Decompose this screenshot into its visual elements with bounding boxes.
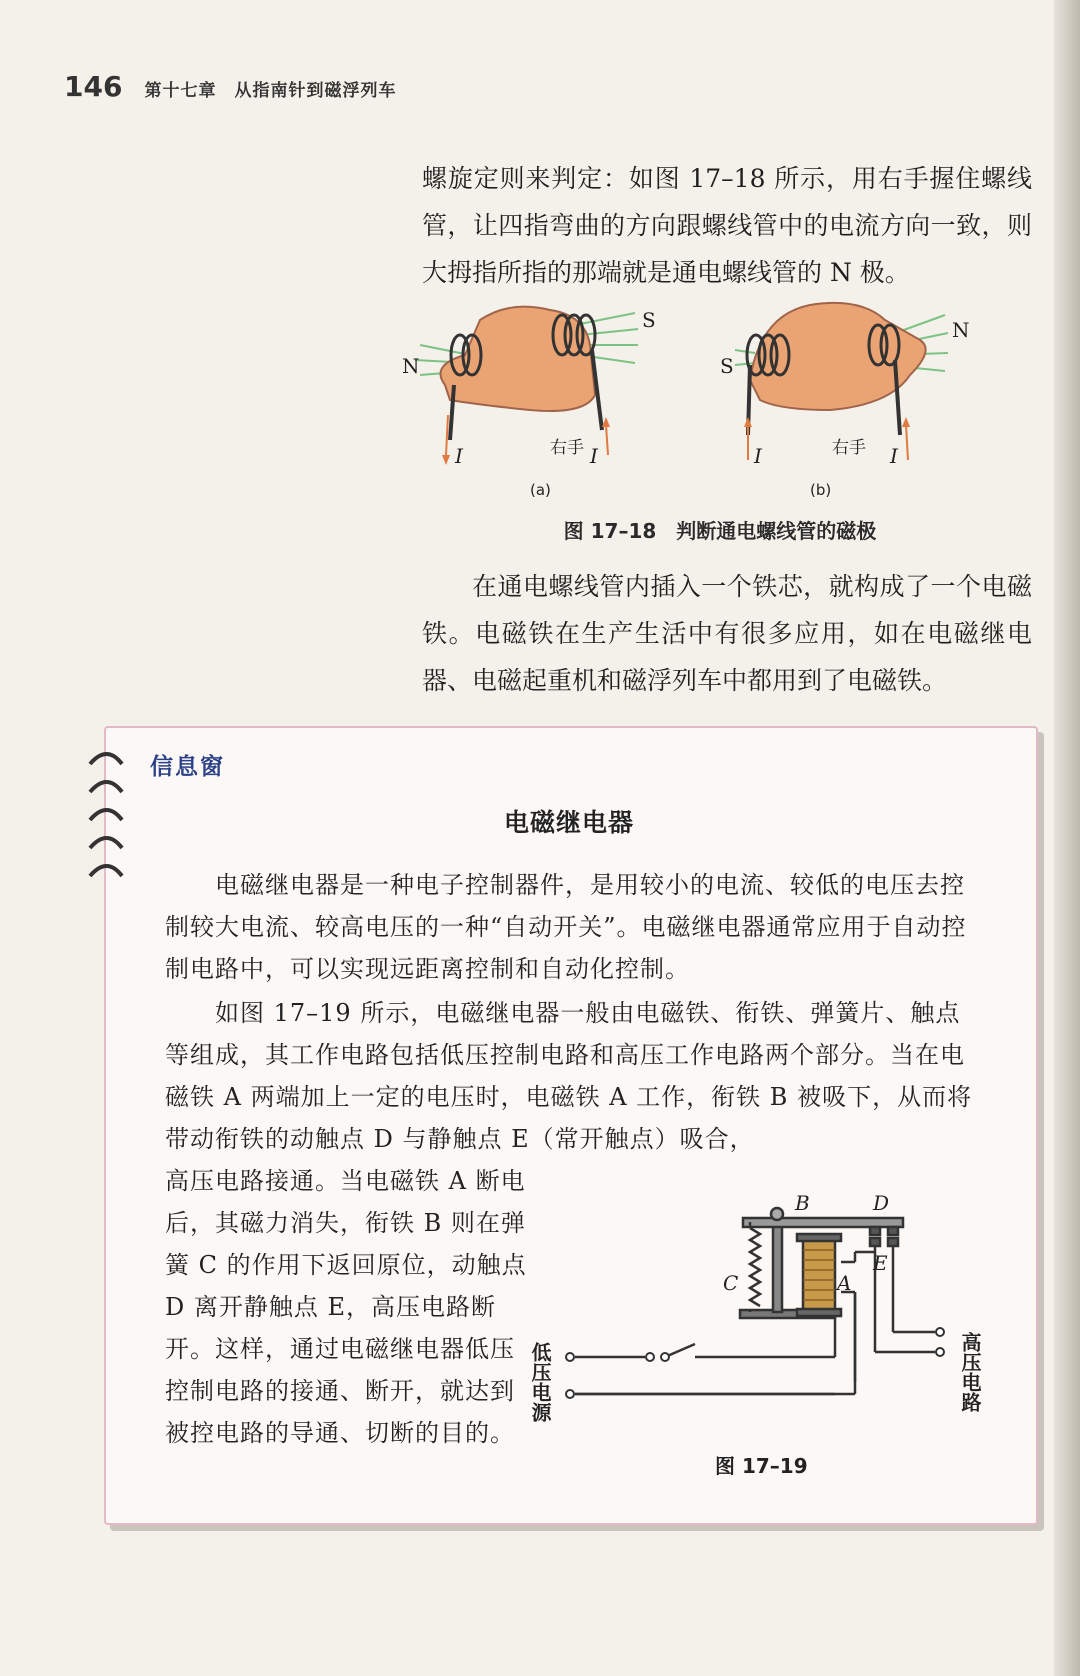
fig-a-current-left: I: [455, 444, 463, 468]
fig-b-current-left: I: [754, 444, 762, 468]
high-voltage-label: 高压电路: [958, 1332, 982, 1412]
label-E: E: [873, 1251, 888, 1275]
relay-diagram: [528, 1191, 1010, 1487]
page-header: [64, 70, 396, 110]
fig-a-current-right: I: [590, 444, 598, 468]
page-number: 146: [64, 70, 123, 103]
figure-17-18-caption: 图 17–18 判断通电螺线管的磁极: [563, 519, 877, 543]
info-paragraph-2: 如图 17–19 所示，电磁继电器一般由电磁铁、衔铁、弹簧片、触点等组成，其工作电路包括低压控制电路和高压工作电路两个部分。当在电磁铁 A 两端加上一定的电压时，电磁铁 A 工作，衔铁 B 被吸下，从而将带动衔铁的动触点 D 与静触点 E（常开触点）吸合，: [165, 999, 973, 1153]
label-D: D: [873, 1191, 890, 1215]
info-box-label: 信息窗: [150, 754, 225, 780]
fig-a-sub-label: (a): [530, 481, 551, 499]
fig-b-pole-left: S: [720, 354, 734, 378]
figure-17-19: [528, 1191, 1010, 1487]
solenoid-hand-illustration: [402, 305, 1030, 505]
figure-17-19-caption: 图 17–19: [715, 1454, 808, 1478]
info-box-heading: 电磁继电器: [503, 808, 634, 837]
label-C: C: [723, 1271, 739, 1295]
chapter-title: 第十七章 从指南针到磁浮列车: [144, 81, 397, 101]
fig-b-sub-label: (b): [810, 481, 832, 499]
page-edge: [1054, 0, 1080, 1676]
label-A: A: [837, 1271, 852, 1295]
paragraph-2: 在通电螺线管内插入一个铁芯，就构成了一个电磁铁。电磁铁在生产生活中有很多应用，如在电磁继电器、电磁起重机和磁浮列车中都用到了电磁铁。: [422, 572, 1032, 695]
fig-b-current-right: I: [890, 444, 898, 468]
label-B: B: [795, 1191, 810, 1215]
fig-a-pole-left: N: [402, 354, 420, 378]
figure-b: [720, 303, 970, 499]
fig-b-hand-label: 右手: [832, 438, 866, 458]
fig-b-pole-right: N: [952, 318, 970, 342]
paragraph-1: 螺旋定则来判定：如图 17–18 所示，用右手握住螺线管，让四指弯曲的方向跟螺线管中的电流方向一致，则大拇指所指的那端就是通电螺线管的 N 极。: [422, 164, 1032, 287]
fig-a-pole-right: S: [642, 308, 656, 332]
figure-a: [402, 307, 656, 499]
info-paragraph-3: 高压电路接通。当电磁铁 A 断电后，其磁力消失，衔铁 B 则在弹簧 C 的作用下返回原位，动触点 D 离开静触点 E，高压电路断开。这样，通过电磁继电器低压控制电路的接通、断开，就达到被控电路的导通、切断的目的。: [165, 1167, 527, 1447]
figure-17-18: [402, 305, 1030, 550]
info-paragraph-1: 电磁继电器是一种电子控制器件，是用较小的电流、较低的电压去控制较大电流、较高电压的一种“自动开关”。电磁继电器通常应用于自动控制电路中，可以实现远距离控制和自动化控制。: [165, 871, 967, 983]
fig-a-hand-label: 右手: [550, 438, 584, 458]
low-voltage-label: 低压电源: [528, 1342, 552, 1422]
